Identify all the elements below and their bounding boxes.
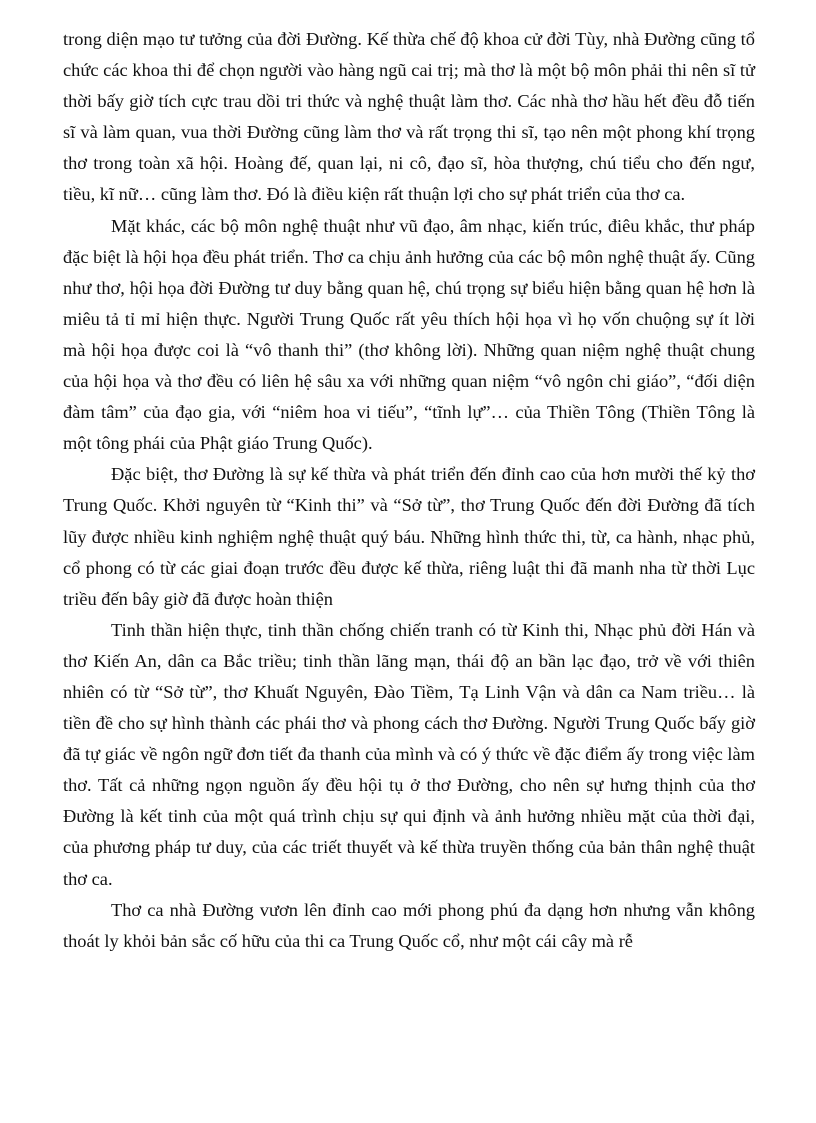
document-page [63,24,755,957]
paragraph-1: trong diện mạo tư tưởng của đời Đường. Kế thừa chế độ khoa cử đời Tùy, nhà Đường cũng tổ chức các khoa thi để chọn người vào hàng ngũ cai trị; mà thơ là một bộ môn phải thi nên sĩ tử thời bấy giờ tích cực trau dồi tri thức và nghệ thuật làm thơ. Các nhà thơ hầu hết đều đỗ tiến sĩ và làm quan, vua thời Đường cũng làm thơ và rất trọng thi sĩ, tạo nên một phong khí trọng thơ trong toàn xã hội. Hoàng đế, quan lại, ni cô, đạo sĩ, hòa thượng, chú tiểu cho đến ngư, tiều, kĩ nữ… cũng làm thơ. Đó là điều kiện rất thuận lợi cho sự phát triển của thơ ca. [63,29,755,205]
paragraph-3: Đặc biệt, thơ Đường là sự kế thừa và phát triển đến đỉnh cao của hơn mười thế kỷ thơ Trung Quốc. Khởi nguyên từ “Kinh thi” và “Sở từ”, thơ Trung Quốc đến đời Đường đã tích lũy được nhiều kinh nghiệm nghệ thuật quý báu. Những hình thức thi, từ, ca hành, nhạc phủ, cổ phong có từ các giai đoạn trước đều được kế thừa, riêng luật thi đã manh nha từ thời Lục triều đến bây giờ đã được hoàn thiện [63,464,755,609]
paragraph-2: Mặt khác, các bộ môn nghệ thuật như vũ đạo, âm nhạc, kiến trúc, điêu khắc, thư pháp đặc biệt là hội họa đều phát triển. Thơ ca chịu ảnh hưởng của các bộ môn nghệ thuật ấy. Cũng như thơ, hội họa đời Đường tư duy bằng quan hệ, chú trọng sự biểu hiện bằng quan hệ hơn là miêu tả tỉ mỉ hiện thực. Người Trung Quốc rất yêu thích hội họa vì họ vốn chuộng sự ít lời mà hội họa được coi là “vô thanh thi” (thơ không lời). Những quan niệm nghệ thuật chung của hội họa và thơ đều có liên hệ sâu xa với những quan niệm “vô ngôn chi giáo”, “đối diện đàm tâm” của đạo gia, với “niêm hoa vi tiếu”, “tĩnh lự”… của Thiền Tông (Thiền Tông là một tông phái của Phật giáo Trung Quốc). [63,215,755,454]
paragraph-5: Thơ ca nhà Đường vươn lên đỉnh cao mới phong phú đa dạng hơn nhưng vẫn không thoát ly khỏi bản sắc cố hữu của thi ca Trung Quốc cổ, như một cái cây mà rễ [63,899,755,951]
paragraph-4: Tinh thần hiện thực, tinh thần chống chiến tranh có từ Kinh thi, Nhạc phủ đời Hán và thơ Kiến An, dân ca Bắc triều; tinh thần lãng mạn, thái độ an bần lạc đạo, trở về với thiên nhiên có từ “Sở từ”, thơ Khuất Nguyên, Đào Tiềm, Tạ Linh Vận và dân ca Nam triều… là tiền đề cho sự hình thành các phái thơ và phong cách thơ Đường. Người Trung Quốc bấy giờ đã tự giác về ngôn ngữ đơn tiết đa thanh của mình và có ý thức về đặc điểm ấy trong việc làm thơ. Tất cả những ngọn nguồn ấy đều hội tụ ở thơ Đường, cho nên sự hưng thịnh của thơ Đường là kết tinh của một quá trình chịu sự qui định và ảnh hưởng nhiều mặt của thời đại, của phương pháp tư duy, của các triết thuyết và kế thừa truyền thống của bản thân nghệ thuật thơ ca. [63,619,755,889]
